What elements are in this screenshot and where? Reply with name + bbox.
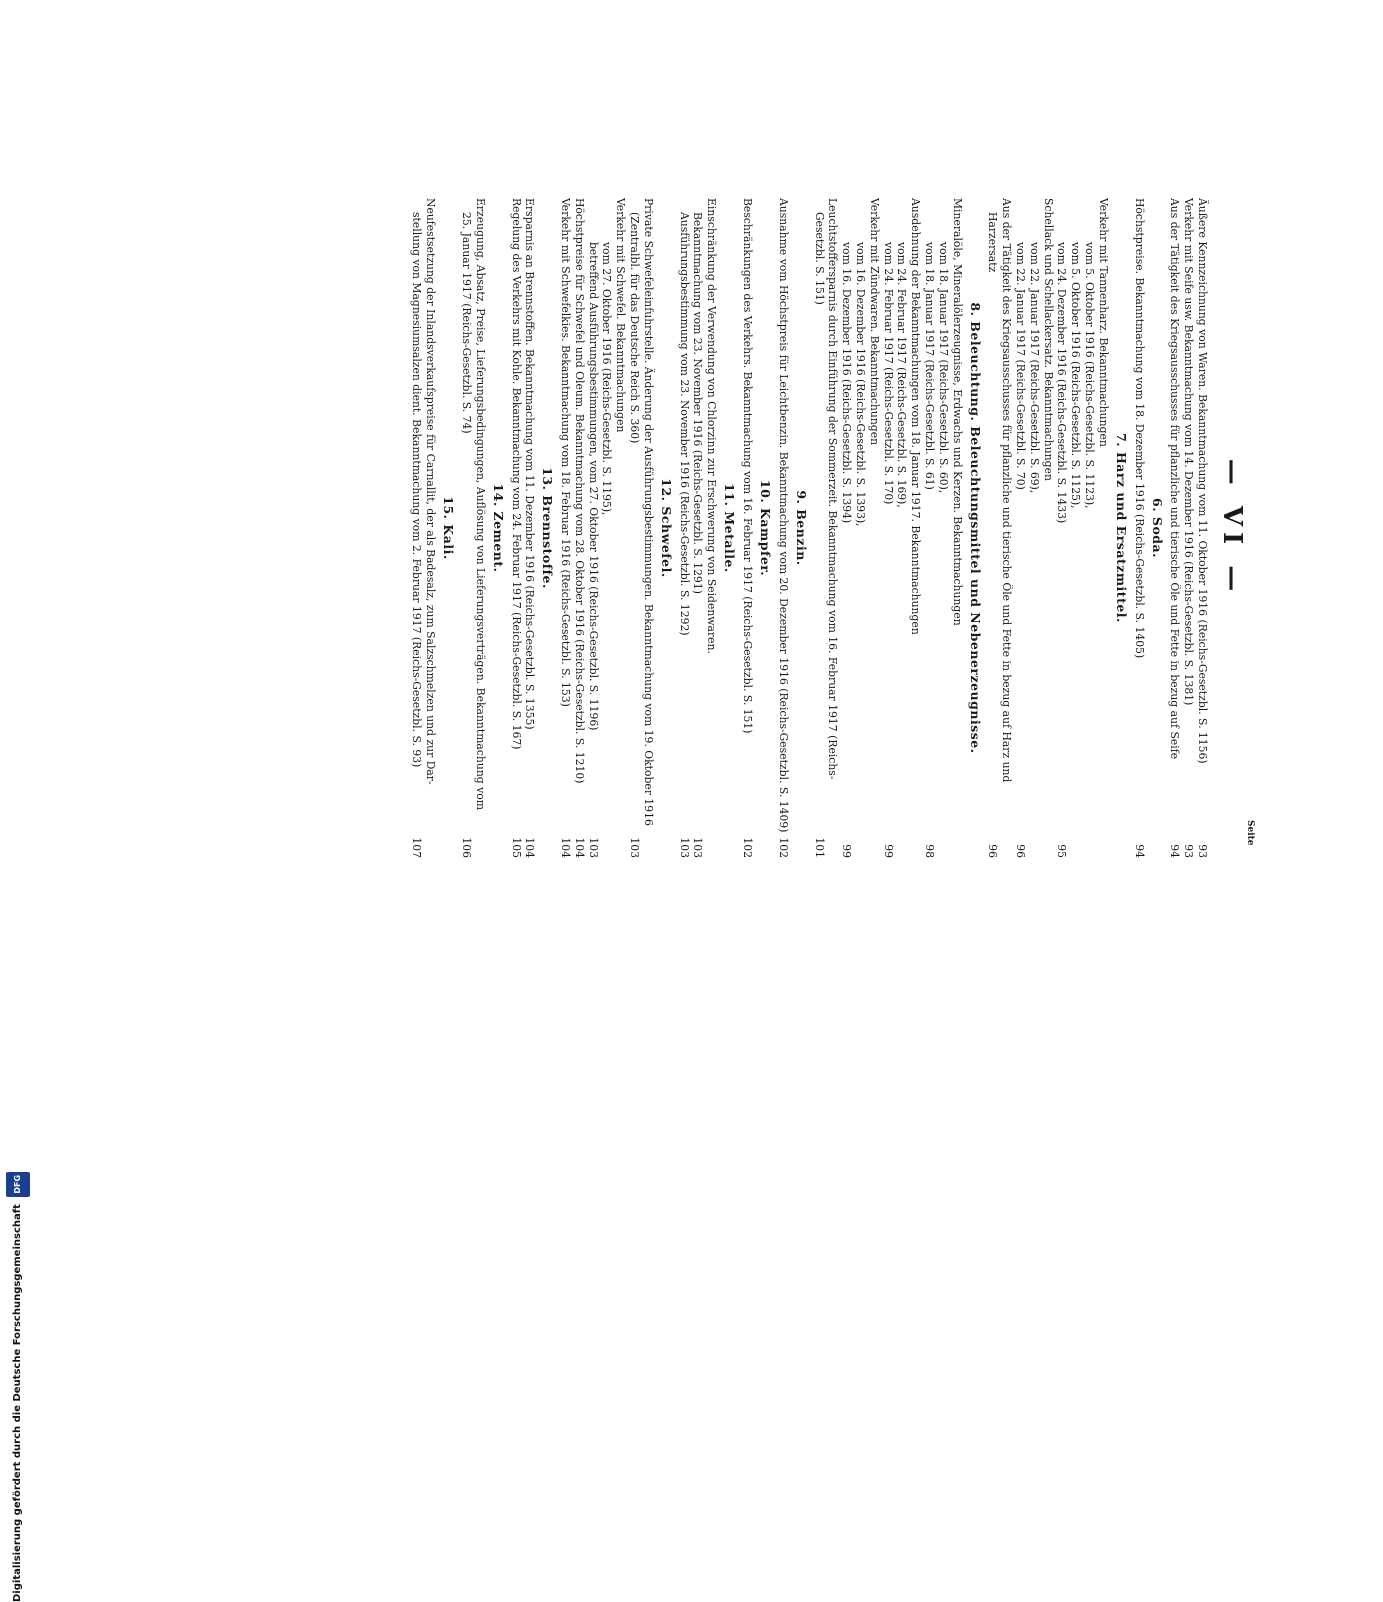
- toc-page-number: 104: [572, 837, 586, 858]
- toc-entry-text: Regelung des Verkehrs mit Kohle. Bekanntmachung vom 24. Februar 1917 (Reichs-Gesetzbl. S. 167): [509, 198, 523, 750]
- table-of-contents: [410, 198, 1209, 858]
- toc-entry: [614, 198, 628, 858]
- toc-entry-text: Verkehr mit Zündwaren. Bekanntmachungen: [867, 198, 881, 446]
- toc-entry-text: Einschränkung der Verwendung von Chlorzinn zur Erschwerung von Seidenwaren.: [705, 198, 719, 654]
- toc-entry-text: vom 18. Januar 1917 (Reichs-Gesetzbl. S. 61): [923, 242, 937, 490]
- section-heading: 14. Zement.: [490, 483, 506, 573]
- toc-entry-text: Verkehr mit Schwefel. Bekanntmachungen: [614, 198, 628, 433]
- section-heading: 8. Beleuchtung. Beleuchtungsmittel und Nebenerzeugnisse.: [967, 302, 983, 754]
- toc-entry-text: vom 16. Dezember 1916 (Reichs-Gesetzbl. S. 1394): [840, 242, 854, 524]
- toc-entry: [950, 198, 964, 858]
- toc-entry: [853, 198, 867, 858]
- toc-entry-text: Mineralöle, Mineralölerzeugnisse, Erdwachs und Kerzen. Bekanntmachungen: [950, 198, 964, 626]
- toc-page-number: 96: [1014, 844, 1028, 858]
- section-heading: 15. Kali.: [441, 496, 457, 560]
- section-heading: 11. Metalle.: [722, 483, 738, 573]
- toc-entry: [867, 198, 881, 858]
- toc-page-number: 93: [1182, 844, 1196, 858]
- toc-page-number: 105: [509, 837, 523, 858]
- toc-entry: [1041, 198, 1055, 858]
- toc-entry-text: vom 27. Oktober 1916 (Reichs-Gesetzbl. S. 1195),: [600, 242, 614, 516]
- toc-entry: [839, 198, 853, 858]
- toc-page-number: 94: [1132, 844, 1146, 858]
- page-number: — VI —: [1217, 458, 1247, 598]
- toc-entry: [473, 198, 487, 858]
- section-heading: 12. Schwefel.: [658, 478, 674, 578]
- toc-entry-text: Ausdehnung der Bekanntmachungen vom 18. Januar 1917. Bekanntmachungen: [909, 198, 923, 635]
- toc-entry: [523, 198, 537, 858]
- toc-page-number: 95: [1055, 844, 1069, 858]
- section-heading: 9. Benzin.: [793, 490, 809, 566]
- toc-entry: [740, 198, 754, 858]
- toc-page-number: 93: [1196, 844, 1209, 858]
- toc-entry: [459, 198, 473, 858]
- toc-page-number: 99: [881, 844, 895, 858]
- toc-entry: [1195, 198, 1209, 858]
- toc-page-number: 103: [677, 837, 691, 858]
- toc-entry: [881, 198, 895, 858]
- dfg-logo: DFG: [6, 1172, 30, 1197]
- toc-entry-text: Ersparnis an Brennstoffen. Bekanntmachung vom 11. Dezember 1916 (Reichs-Gesetzbl. S. 1355): [523, 198, 537, 730]
- toc-entry-text: Neufestsetzung der Inlandsverkaufspreise für Carnallit, der als Badesalz, zum Salzschmelzen und zur Dar-: [424, 198, 438, 785]
- toc-entry-text: stellung von Magnesiumsalzen dient. Bekanntmachung vom 2. Februar 1917 (Reichs-Gesetzbl. S. 93): [410, 212, 424, 768]
- toc-entry: [1068, 198, 1082, 858]
- toc-page-number: 106: [459, 837, 473, 858]
- toc-entry-text: Aus der Tätigkeit des Kriegsausschusses für pflanzliche und tierische Öle und Fette in bezug auf Seife: [1168, 198, 1182, 760]
- toc-entry: [922, 198, 936, 858]
- seite-column-label: Seite: [1245, 820, 1255, 846]
- toc-entry: [895, 198, 909, 858]
- toc-entry: [908, 198, 922, 858]
- section-heading: 7. Harz und Ersatzmittel.: [1113, 433, 1129, 623]
- toc-page-number: 102: [776, 837, 790, 858]
- toc-page-number: 102: [741, 837, 755, 858]
- toc-entry-text: Erzeugung, Absatz, Preise, Lieferungsbedingungen, Auflösung von Lieferungsverträgen. Bekanntmachung vom: [473, 198, 487, 810]
- toc-entry-text: Ausführungsbestimmung vom 23. November 1916 (Reichs-Gesetzbl. S. 1292): [677, 212, 691, 636]
- toc-entry-text: 25. Januar 1917 (Reichs-Gesetzbl. S. 74): [459, 212, 473, 434]
- toc-entry: [423, 198, 437, 858]
- toc-entry-text: Schellack und Schellackersatz. Bekanntmachungen: [1041, 198, 1055, 481]
- toc-entry: [677, 198, 691, 858]
- toc-entry-text: Leuchtstoffersparnis durch Einführung der Sommerzeit. Bekanntmachung vom 16. Februar 1917 (Reichs-: [826, 198, 840, 780]
- toc-entry: [586, 198, 600, 858]
- toc-entry: [1082, 198, 1096, 858]
- section-heading: 13. Brennstoffe.: [540, 467, 556, 589]
- toc-entry-text: vom 18. Januar 1917 (Reichs-Gesetzbl. S. 60),: [936, 242, 950, 494]
- toc-entry: [1027, 198, 1041, 858]
- toc-entry: [1168, 198, 1182, 858]
- toc-entry: [1181, 198, 1195, 858]
- toc-entry-text: Beschränkungen des Verkehrs. Bekanntmachung vom 16. Februar 1917 (Reichs-Gesetzbl. S. 151): [741, 198, 755, 734]
- toc-entry: [627, 198, 641, 858]
- toc-entry: [1096, 198, 1110, 858]
- toc-entry: [826, 198, 840, 858]
- toc-entry: [691, 198, 705, 858]
- toc-entry-text: (Zentralbl. für das Deutsche Reich S. 360): [628, 212, 642, 444]
- toc-entry: [572, 198, 586, 858]
- toc-entry-text: vom 22. Januar 1917 (Reichs-Gesetzbl. S. 69),: [1027, 242, 1041, 494]
- toc-page-number: 103: [586, 837, 600, 858]
- toc-entry-text: Aus der Tätigkeit des Kriegsausschusses für pflanzliche und tierische Öle und Fette in bezug auf Harz und: [1000, 198, 1014, 783]
- toc-entry-text: Äußere Kennzeichnung von Waren. Bekanntmachung vom 11. Oktober 1916 (Reichs-Gesetzbl. S. 1156): [1196, 198, 1209, 764]
- toc-page-number: 103: [691, 837, 705, 858]
- toc-entry: [509, 198, 523, 858]
- toc-entry-text: vom 24. Februar 1917 (Reichs-Gesetzbl. S. 169),: [895, 242, 909, 508]
- toc-entry: [936, 198, 950, 858]
- toc-entry-text: Verkehr mit Schwefelkies. Bekanntmachung vom 18. Februar 1916 (Reichs-Gesetzbl. S. 153): [559, 198, 573, 707]
- toc-entry-text: Ausnahme vom Höchstpreis für Leichtbenzin. Bekanntmachung vom 20. Dezember 1916 (Reichs-Gesetzbl. S. 1409): [776, 198, 790, 833]
- toc-page-number: 99: [840, 844, 854, 858]
- toc-entry-text: Verkehr mit Tannenharz. Bekanntmachungen: [1096, 198, 1110, 447]
- toc-entry: [1055, 198, 1069, 858]
- section-heading: 10. Kampfer.: [758, 479, 774, 577]
- section-heading: 6. Soda.: [1149, 498, 1165, 558]
- toc-entry: [986, 198, 1000, 858]
- toc-entry-text: Höchstpreise. Bekanntmachung vom 18. Dezember 1916 (Reichs-Gesetzbl. S. 1405): [1132, 198, 1146, 659]
- toc-page-number: 107: [410, 837, 424, 858]
- toc-entry-text: Bekanntmachung vom 23. November 1916 (Reichs-Gesetzbl. S. 1291): [691, 212, 705, 594]
- toc-entry-text: Harzersatz: [986, 212, 1000, 273]
- toc-page-number: 96: [986, 844, 1000, 858]
- footer-text: Digitalisierung gefördert durch die Deutsche Forschungsgemeinschaft: [12, 1204, 23, 1602]
- toc-page-number: 98: [923, 844, 937, 858]
- toc-page-number: 103: [628, 837, 642, 858]
- toc-page-number: 104: [523, 837, 537, 858]
- toc-entry: [410, 198, 424, 858]
- toc-entry: [704, 198, 718, 858]
- toc-entry-text: Höchstpreise für Schwefel und Oleum. Bekanntmachung vom 28. Oktober 1916 (Reichs-Gesetzbl. S. 1210): [572, 198, 586, 784]
- toc-entry-text: vom 5. Oktober 1916 (Reichs-Gesetzbl. S. 1123),: [1083, 242, 1097, 509]
- toc-entry-text: vom 24. Februar 1917 (Reichs-Gesetzbl. S. 170): [881, 242, 895, 505]
- footer-credit: [6, 602, 28, 1602]
- toc-page-number: 104: [559, 837, 573, 858]
- toc-entry: [999, 198, 1013, 858]
- toc-entry-text: Private Schwefeleinfuhrstelle. Änderung der Ausführungsbestimmungen. Bekanntmachung vom 19. Oktober 1916: [641, 198, 655, 826]
- toc-entry: [558, 198, 572, 858]
- toc-entry-text: betreffend Ausführungsbestimmungen, vom 27. Oktober 1916 (Reichs-Gesetzbl. S. 1196): [586, 242, 600, 731]
- toc-page-number: 101: [812, 837, 826, 858]
- toc-entry: [776, 198, 790, 858]
- toc-entry: [641, 198, 655, 858]
- toc-entry-text: vom 16. Dezember 1916 (Reichs-Gesetzbl. S. 1393),: [854, 242, 868, 527]
- toc-entry-text: vom 24. Dezember 1916 (Reichs-Gesetzbl. S. 1433): [1055, 242, 1069, 524]
- toc-entry: [812, 198, 826, 858]
- toc-entry-text: vom 5. Oktober 1916 (Reichs-Gesetzbl. S. 1125),: [1069, 242, 1083, 509]
- toc-entry: [1013, 198, 1027, 858]
- toc-entry-text: Gesetzbl. S. 151): [812, 212, 826, 305]
- toc-entry-text: Verkehr mit Seife usw. Bekanntmachung vom 14. Dezember 1916 (Reichs-Gesetzbl. S. 1381): [1182, 198, 1196, 706]
- toc-entry-text: vom 22. Januar 1917 (Reichs-Gesetzbl. S. 70): [1014, 242, 1028, 490]
- rotated-page: [165, 198, 1255, 858]
- toc-page-number: 94: [1168, 844, 1182, 858]
- toc-entry: [600, 198, 614, 858]
- toc-entry: [1132, 198, 1146, 858]
